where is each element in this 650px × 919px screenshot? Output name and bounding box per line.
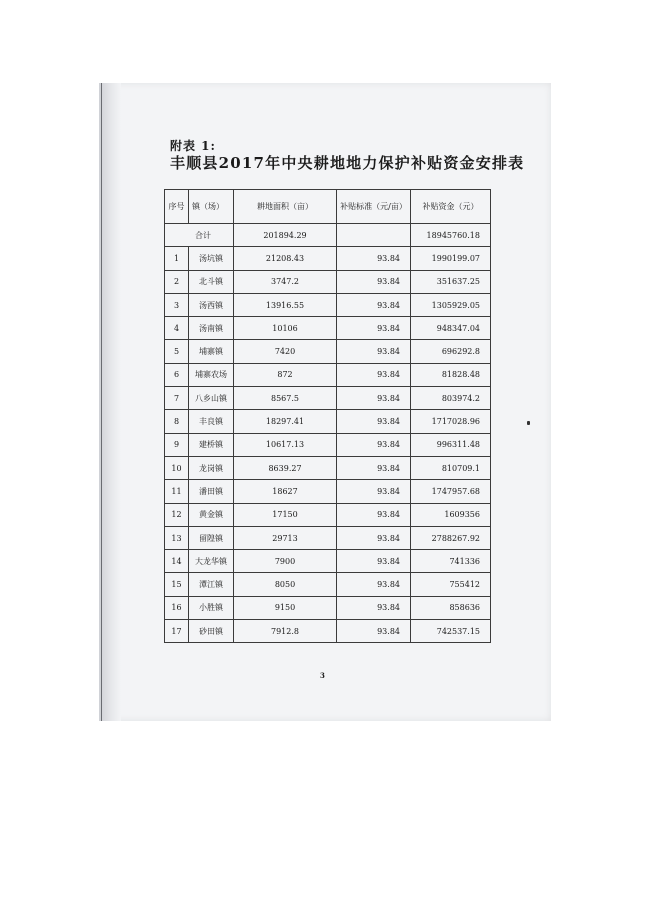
header-standard: 补贴标准（元/亩） [337, 190, 411, 224]
table-row [165, 526, 491, 549]
row-area: 8567.5 [234, 387, 337, 410]
row-index: 4 [165, 317, 189, 340]
row-area: 7420 [234, 340, 337, 363]
row-area: 8639.27 [234, 456, 337, 479]
row-index: 3 [165, 293, 189, 316]
table-row [165, 433, 491, 456]
row-standard: 93.84 [337, 596, 411, 619]
table-row [165, 317, 491, 340]
total-row [165, 224, 491, 247]
table-row [165, 270, 491, 293]
header-area: 耕地面积（亩） [234, 190, 337, 224]
row-standard: 93.84 [337, 410, 411, 433]
row-area: 872 [234, 363, 337, 386]
row-standard: 93.84 [337, 550, 411, 573]
table-row [165, 620, 491, 643]
row-town: 小胜镇 [189, 596, 234, 619]
row-fund: 742537.15 [411, 620, 491, 643]
row-town: 埔寨农场 [189, 363, 234, 386]
row-index: 5 [165, 340, 189, 363]
row-town: 八乡山镇 [189, 387, 234, 410]
document-title: 丰顺县2017年中央耕地地力保护补贴资金安排表 [170, 154, 525, 172]
page-edge-shadow [99, 83, 121, 721]
row-standard: 93.84 [337, 340, 411, 363]
row-area: 13916.55 [234, 293, 337, 316]
row-fund: 996311.48 [411, 433, 491, 456]
table-body [165, 224, 491, 643]
row-standard: 93.84 [337, 503, 411, 526]
row-index: 13 [165, 526, 189, 549]
total-standard [337, 224, 411, 247]
row-area: 3747.2 [234, 270, 337, 293]
row-index: 6 [165, 363, 189, 386]
row-area: 8050 [234, 573, 337, 596]
row-fund: 1990199.07 [411, 247, 491, 270]
annex-label: 附表 1: [170, 139, 216, 153]
row-index: 2 [165, 270, 189, 293]
table-row [165, 480, 491, 503]
header-fund: 补贴资金（元） [411, 190, 491, 224]
row-index: 1 [165, 247, 189, 270]
table-row [165, 410, 491, 433]
row-area: 18297.41 [234, 410, 337, 433]
row-town: 龙岗镇 [189, 456, 234, 479]
header-index: 序号 [165, 190, 189, 224]
row-index: 8 [165, 410, 189, 433]
row-standard: 93.84 [337, 270, 411, 293]
row-fund: 755412 [411, 573, 491, 596]
table-row [165, 387, 491, 410]
row-standard: 93.84 [337, 247, 411, 270]
row-town: 砂田镇 [189, 620, 234, 643]
row-index: 14 [165, 550, 189, 573]
page-number: 3 [320, 671, 325, 680]
table-row [165, 573, 491, 596]
table-row [165, 503, 491, 526]
row-town: 埔寨镇 [189, 340, 234, 363]
row-area: 7912.8 [234, 620, 337, 643]
row-standard: 93.84 [337, 433, 411, 456]
row-index: 16 [165, 596, 189, 619]
row-index: 15 [165, 573, 189, 596]
row-area: 17150 [234, 503, 337, 526]
row-fund: 1747957.68 [411, 480, 491, 503]
total-label: 合计 [165, 224, 234, 247]
row-town: 北斗镇 [189, 270, 234, 293]
row-fund: 81828.48 [411, 363, 491, 386]
scanned-page [99, 83, 551, 721]
row-area: 18627 [234, 480, 337, 503]
row-area: 10617.13 [234, 433, 337, 456]
row-index: 17 [165, 620, 189, 643]
row-fund: 858636 [411, 596, 491, 619]
row-town: 汤西镇 [189, 293, 234, 316]
total-fund: 18945760.18 [411, 224, 491, 247]
total-area: 201894.29 [234, 224, 337, 247]
row-area: 9150 [234, 596, 337, 619]
table-row [165, 550, 491, 573]
row-standard: 93.84 [337, 526, 411, 549]
row-town: 汤南镇 [189, 317, 234, 340]
row-town: 建桥镇 [189, 433, 234, 456]
table-row [165, 596, 491, 619]
row-standard: 93.84 [337, 456, 411, 479]
row-fund: 696292.8 [411, 340, 491, 363]
table-row [165, 293, 491, 316]
row-town: 大龙华镇 [189, 550, 234, 573]
row-area: 21208.43 [234, 247, 337, 270]
row-standard: 93.84 [337, 363, 411, 386]
table-row [165, 363, 491, 386]
row-index: 10 [165, 456, 189, 479]
row-fund: 803974.2 [411, 387, 491, 410]
row-fund: 948347.04 [411, 317, 491, 340]
row-town: 丰良镇 [189, 410, 234, 433]
row-town: 汤坑镇 [189, 247, 234, 270]
row-fund: 741336 [411, 550, 491, 573]
scan-speck [527, 421, 530, 425]
table-row [165, 340, 491, 363]
row-standard: 93.84 [337, 620, 411, 643]
table-row [165, 247, 491, 270]
row-fund: 1609356 [411, 503, 491, 526]
row-index: 12 [165, 503, 189, 526]
row-standard: 93.84 [337, 293, 411, 316]
row-index: 7 [165, 387, 189, 410]
row-standard: 93.84 [337, 573, 411, 596]
row-standard: 93.84 [337, 480, 411, 503]
row-fund: 1717028.96 [411, 410, 491, 433]
row-standard: 93.84 [337, 387, 411, 410]
row-area: 29713 [234, 526, 337, 549]
table-header-row [165, 190, 491, 224]
row-index: 11 [165, 480, 189, 503]
row-fund: 2788267.92 [411, 526, 491, 549]
row-standard: 93.84 [337, 317, 411, 340]
row-town: 留隍镇 [189, 526, 234, 549]
subsidy-table [164, 189, 491, 643]
row-fund: 810709.1 [411, 456, 491, 479]
row-index: 9 [165, 433, 189, 456]
page-edge-line [101, 83, 102, 721]
row-town: 潘田镇 [189, 480, 234, 503]
row-town: 黄金镇 [189, 503, 234, 526]
row-town: 潭江镇 [189, 573, 234, 596]
row-area: 10106 [234, 317, 337, 340]
row-area: 7900 [234, 550, 337, 573]
row-fund: 1305929.05 [411, 293, 491, 316]
header-town: 镇（场） [189, 190, 234, 224]
row-fund: 351637.25 [411, 270, 491, 293]
table-row [165, 456, 491, 479]
